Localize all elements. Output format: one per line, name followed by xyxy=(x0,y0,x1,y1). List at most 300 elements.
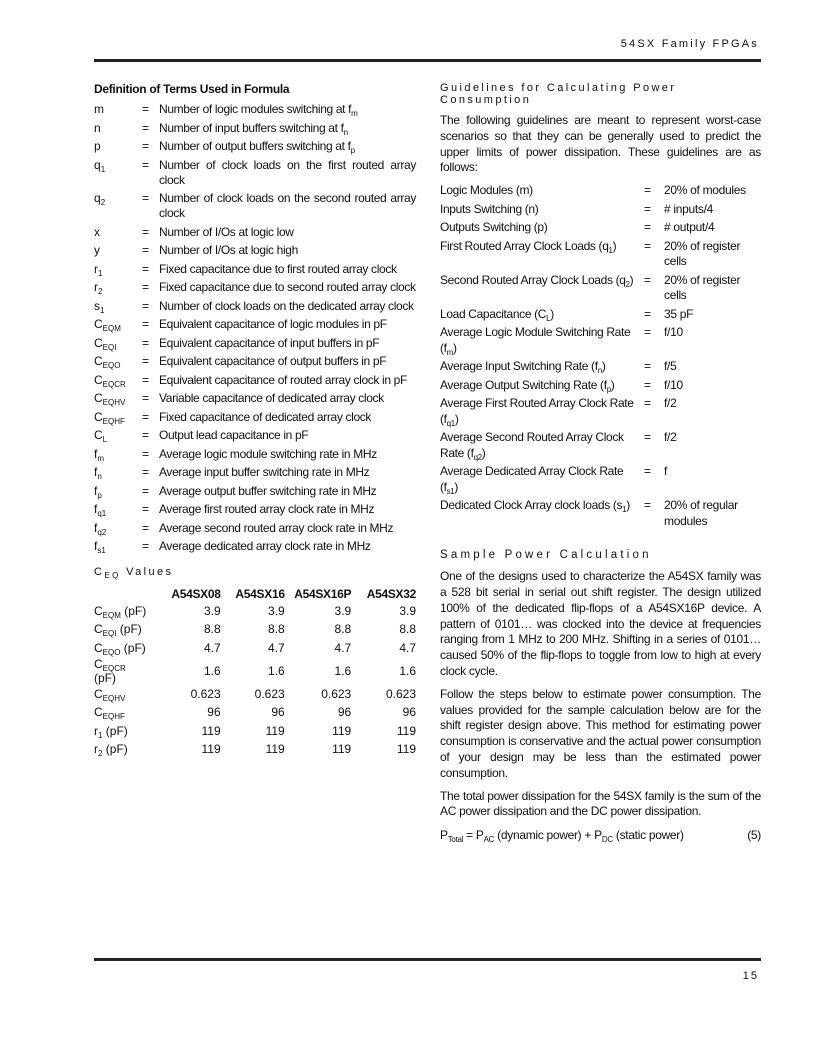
definition-row xyxy=(94,139,416,154)
table-cell: 0.623 xyxy=(385,687,416,702)
equals-sign: = xyxy=(644,325,652,340)
definition-subscript: n xyxy=(343,127,348,137)
guideline-label xyxy=(440,220,644,236)
guideline-label xyxy=(440,273,644,304)
equals-sign: = xyxy=(142,157,150,172)
definition-text xyxy=(159,243,416,258)
definition-row xyxy=(94,243,416,258)
table-cell: 4.7 xyxy=(399,640,416,655)
equals-sign: = xyxy=(142,446,150,461)
definition-row xyxy=(94,317,416,332)
definition-text xyxy=(159,225,416,240)
guideline-label-subscript: 2 xyxy=(625,279,630,289)
term-subscript: 1 xyxy=(98,268,103,278)
guideline-label-text: Average Input Switching Rate (f xyxy=(440,359,598,374)
equals-sign: = xyxy=(644,377,652,392)
row-symbol: r xyxy=(94,723,98,738)
term xyxy=(94,121,142,136)
equals-sign: = xyxy=(142,243,150,257)
table-cell: 1.6 xyxy=(399,663,416,678)
equals-sign: = xyxy=(142,520,150,535)
row-unit: (pF) xyxy=(102,741,128,756)
term-subscript: 1 xyxy=(100,305,105,315)
column-header-blank xyxy=(94,585,148,602)
equals-sign: = xyxy=(142,191,150,205)
guideline-value: 20% of register cells xyxy=(664,272,741,303)
term-symbol: C xyxy=(94,317,103,331)
guideline-label-text: First Routed Array Clock Loads (q xyxy=(440,238,609,253)
definitions-list xyxy=(94,102,416,554)
definition-body: Average input buffer switching rate in MHz xyxy=(159,465,370,479)
guideline-label-text: Average First Routed Array Clock Rate (f xyxy=(440,396,634,426)
guideline-row xyxy=(440,325,761,356)
table-cell: 1.6 xyxy=(203,663,221,678)
definition-row xyxy=(94,447,416,462)
term-symbol: x xyxy=(94,224,100,239)
left-column xyxy=(94,82,416,758)
table-cell: 3.9 xyxy=(399,604,416,619)
term-subscript: EQCR xyxy=(102,379,126,389)
definition-body: Equivalent capacitance of input buffers in pF xyxy=(159,335,380,350)
guideline-value: f/2 xyxy=(664,396,677,411)
definition-body: Number of output buffers switching at f xyxy=(159,139,351,153)
definition-text xyxy=(159,428,416,443)
footer-rule xyxy=(94,958,761,961)
equals-sign: = xyxy=(142,261,150,276)
row-label xyxy=(94,703,148,721)
definition-row xyxy=(94,521,416,536)
definition-row xyxy=(94,102,416,117)
formula-number: (5) xyxy=(747,828,761,843)
definition-body: Variable capacitance of dedicated array clock xyxy=(159,391,384,405)
table-row xyxy=(94,721,416,739)
definition-body: Average second routed array clock rate in MHz xyxy=(159,520,394,535)
guideline-label-text: Dedicated Clock Array clock loads (s xyxy=(440,498,623,513)
guideline-label-text: Average Output Switching Rate (f xyxy=(440,377,607,392)
sample-heading: Sample Power Calculation xyxy=(440,549,652,562)
definition-row xyxy=(94,299,416,314)
term-symbol: f xyxy=(94,539,98,553)
definition-text xyxy=(159,373,416,388)
table-cell: 119 xyxy=(265,741,285,756)
sample-paragraph-1: One of the designs used to characterize the A54SX family was a 528 bit serial in serial out shift register. The design utilized 100% of the dedicated flip-flops of a A54SX16P device. A pattern of 0101… was clocked into the device at frequencies ranging from 1 MHz to 200 MHz. Shifting in a series of 0101… caused 50% of the flip-flops to toggle from low to high at every clock cycle. xyxy=(440,569,761,678)
definition-body: Equivalent capacitance of output buffers in pF xyxy=(159,354,387,368)
definition-subscript: m xyxy=(351,109,358,118)
equals-sign: = xyxy=(142,428,150,442)
guideline-value: # inputs/4 xyxy=(664,201,714,216)
guideline-value: # output/4 xyxy=(664,220,715,235)
term xyxy=(94,428,142,443)
definition-body: Number of input buffers switching at f xyxy=(159,120,344,135)
term xyxy=(94,410,142,425)
row-unit: (pF) xyxy=(94,670,116,685)
definition-body: Average output buffer switching rate in MHz xyxy=(159,483,377,498)
term xyxy=(94,465,142,480)
term-symbol: q xyxy=(94,157,101,172)
guideline-value: 20% of modules xyxy=(664,183,746,198)
power-formula xyxy=(440,827,761,843)
equals-sign: = xyxy=(644,272,652,287)
term xyxy=(94,502,142,517)
table-row xyxy=(94,602,416,620)
row-unit: (pF) xyxy=(116,622,142,637)
definition-body: Equivalent capacitance of routed array clock in pF xyxy=(159,372,407,387)
term-subscript: EQO xyxy=(102,361,121,370)
running-header: 54SX Family FPGAs xyxy=(620,38,759,50)
definition-text xyxy=(159,139,416,154)
row-subscript: EQM xyxy=(102,611,121,621)
term xyxy=(94,243,142,258)
definition-body: Number of logic modules switching at f xyxy=(159,102,352,116)
term-symbol: C xyxy=(94,391,103,405)
definition-text xyxy=(159,465,416,480)
table-cell: 8.8 xyxy=(268,622,285,637)
definition-row xyxy=(94,502,416,517)
term-subscript: 2 xyxy=(100,198,106,207)
sample-paragraph-3: The total power dissipation for the 54SX family is the sum of the AC power dissipation and the DC power dissipation. xyxy=(440,788,761,819)
equals-sign: = xyxy=(644,396,652,411)
formula-expression: $P_{Total} = P_{AC}$ (dynamic power) + $P_{DC}$ (static power) xyxy=(440,828,684,845)
equals-sign: = xyxy=(142,335,150,350)
row-unit: (pF) xyxy=(120,640,146,655)
term-subscript: 1 xyxy=(100,164,106,174)
guideline-row xyxy=(440,220,761,236)
table-cell: 119 xyxy=(332,723,352,738)
guideline-value: 20% of regular modules xyxy=(664,498,738,528)
row-subscript: EQHV xyxy=(102,694,126,704)
table-cell: 96 xyxy=(207,705,221,720)
term-symbol: r xyxy=(94,261,98,276)
guideline-value: 20% of register cells xyxy=(664,238,741,269)
guideline-label-text: Inputs Switching (n) xyxy=(440,201,539,216)
column-header: A54SX16 xyxy=(235,586,285,601)
definition-text xyxy=(159,336,416,351)
term xyxy=(94,354,142,369)
sample-paragraph-2: Follow the steps below to estimate power consumption. The values provided for the sample calculation below are for the shift register design above. This method for estimating power consumption is conservative and the actual power consumption of your design may be less than the estimated power consumption. xyxy=(440,686,761,780)
row-symbol: C xyxy=(94,604,103,619)
equals-sign: = xyxy=(644,183,652,198)
guideline-label-subscript: q2 xyxy=(473,452,482,462)
guideline-label xyxy=(440,307,644,323)
row-symbol: C xyxy=(94,705,103,720)
term xyxy=(94,317,142,332)
guideline-row xyxy=(440,464,761,495)
term xyxy=(94,539,142,554)
row-label xyxy=(94,602,148,620)
equals-sign: = xyxy=(142,354,150,368)
guidelines-intro: The following guidelines are meant to represent worst-case scenarios so that they can be generally used to predict the upper limits of power dissipation. These guidelines are as follows: xyxy=(440,113,761,175)
term-subscript: EQM xyxy=(102,324,121,333)
table-row xyxy=(94,703,416,721)
definition-row xyxy=(94,484,416,499)
definition-text xyxy=(159,191,416,221)
term-symbol: f xyxy=(94,446,98,461)
term xyxy=(94,139,142,154)
table-cell: 1.6 xyxy=(334,663,352,678)
guideline-row xyxy=(440,430,761,461)
header-rule xyxy=(94,59,761,62)
term-symbol: s xyxy=(94,298,100,313)
term xyxy=(94,373,142,388)
guideline-label xyxy=(440,359,644,375)
table-cell: 4.7 xyxy=(268,640,285,655)
guideline-row xyxy=(440,273,761,304)
guideline-label xyxy=(440,325,644,356)
term-symbol: C xyxy=(94,409,103,424)
equals-sign: = xyxy=(644,306,652,321)
guideline-label-tail: ) xyxy=(612,238,617,253)
guideline-label xyxy=(440,239,644,270)
term xyxy=(94,299,142,314)
guideline-label-tail: ) xyxy=(454,479,459,494)
row-symbol: r xyxy=(94,741,98,756)
guideline-row xyxy=(440,307,761,323)
definition-row xyxy=(94,225,416,240)
guideline-label-text: Logic Modules (m) xyxy=(440,183,533,198)
definition-body: Average first routed array clock rate in MHz xyxy=(159,502,375,516)
table-cell: 8.8 xyxy=(203,622,221,637)
term-symbol: f xyxy=(94,483,98,498)
definition-body: Average logic module switching rate in MHz xyxy=(159,446,377,461)
table-cell: 1.6 xyxy=(268,663,285,678)
guideline-label-subscript: 1 xyxy=(608,245,613,255)
definition-row xyxy=(94,121,416,136)
table-cell: 0.623 xyxy=(190,687,221,702)
ceq-values-heading: $C_{EQ}$ Values xyxy=(94,566,174,580)
table-row xyxy=(94,657,416,685)
table-cell: 119 xyxy=(265,723,285,738)
term xyxy=(94,391,142,406)
row-label xyxy=(94,639,148,657)
definition-body: Output lead capacitance in pF xyxy=(159,428,309,442)
guideline-label xyxy=(440,183,644,199)
equals-sign: = xyxy=(142,102,150,116)
definition-text xyxy=(159,354,416,369)
guideline-row xyxy=(440,202,761,218)
guideline-label xyxy=(440,430,644,461)
term xyxy=(94,262,142,277)
term xyxy=(94,280,142,295)
term-symbol: q xyxy=(94,191,101,205)
guideline-row xyxy=(440,359,761,375)
term xyxy=(94,521,142,536)
table-cell: 119 xyxy=(396,723,416,738)
table-row xyxy=(94,685,416,703)
equals-sign: = xyxy=(142,539,150,553)
equals-sign: = xyxy=(142,465,150,479)
definition-body: Number of clock loads on the dedicated array clock xyxy=(159,298,414,313)
definition-row xyxy=(94,391,416,406)
term-symbol: r xyxy=(94,280,98,294)
term-subscript: EQHF xyxy=(102,416,125,426)
ceq-values-table xyxy=(94,585,416,758)
term-subscript: n xyxy=(97,472,102,481)
guideline-label-tail: ) xyxy=(481,445,486,460)
guideline-label-tail: ) xyxy=(452,340,457,355)
definition-text xyxy=(159,539,416,554)
equals-sign: = xyxy=(142,298,150,313)
definition-text xyxy=(159,102,416,117)
term-subscript: s1 xyxy=(97,546,106,555)
table-row xyxy=(94,620,416,638)
definition-body: Fixed capacitance of dedicated array clock xyxy=(159,409,372,424)
table-cell: 3.9 xyxy=(268,604,285,619)
guideline-label-text: Load Capacitance (C xyxy=(440,306,547,321)
definition-row xyxy=(94,428,416,443)
term-symbol: f xyxy=(94,465,98,479)
definition-body: Number of I/Os at logic high xyxy=(159,243,298,257)
guideline-label xyxy=(440,202,644,218)
table-cell: 3.9 xyxy=(334,604,352,619)
term-symbol: f xyxy=(94,502,98,516)
definition-text xyxy=(159,280,416,295)
term-symbol: y xyxy=(94,243,100,257)
term-subscript: q1 xyxy=(97,509,107,518)
term xyxy=(94,336,142,351)
definition-body: Number of clock loads on the first routed array clock xyxy=(159,157,416,187)
table-cell: 96 xyxy=(402,705,416,720)
guideline-label xyxy=(440,498,644,529)
definition-body: Number of I/Os at logic low xyxy=(159,224,294,239)
equals-sign: = xyxy=(142,120,150,135)
row-symbol: C xyxy=(94,640,103,655)
guideline-label-subscript: n xyxy=(597,366,602,376)
definition-text xyxy=(159,391,416,406)
definition-text xyxy=(159,447,416,462)
definition-body: Equivalent capacitance of logic modules in pF xyxy=(159,317,387,331)
table-header-row xyxy=(94,585,416,602)
guideline-label-tail: ) xyxy=(626,498,630,513)
column-header: A54SX32 xyxy=(366,586,416,601)
guideline-label xyxy=(440,396,644,427)
equals-sign: = xyxy=(644,430,652,445)
term-subscript: EQI xyxy=(102,342,117,352)
guideline-label-subscript: s1 xyxy=(446,486,455,496)
equals-sign: = xyxy=(142,391,150,405)
column-header: A54SX08 xyxy=(171,586,221,601)
definition-text xyxy=(159,484,416,499)
term xyxy=(94,158,142,188)
guideline-value: f/2 xyxy=(664,430,677,445)
term-symbol: n xyxy=(94,120,101,135)
row-subscript: EQO xyxy=(102,647,121,657)
row-label xyxy=(94,657,148,685)
term-symbol: f xyxy=(94,520,98,535)
row-label xyxy=(94,685,148,703)
guideline-label-tail: ) xyxy=(550,306,554,321)
guideline-value: 35 pF xyxy=(664,306,694,321)
term-symbol: C xyxy=(94,428,103,442)
guideline-label-subscript: 1 xyxy=(622,505,627,515)
definition-row xyxy=(94,539,416,554)
table-cell: 4.7 xyxy=(334,640,352,655)
guideline-label-subscript: m xyxy=(446,347,453,357)
table-cell: 96 xyxy=(337,705,352,720)
row-label xyxy=(94,620,148,638)
term-subscript: L xyxy=(102,435,108,444)
table-cell: 119 xyxy=(396,741,416,756)
definition-text xyxy=(159,158,416,188)
equals-sign: = xyxy=(142,409,150,424)
guideline-label xyxy=(440,378,644,394)
definitions-heading: Definition of Terms Used in Formula xyxy=(94,82,290,96)
definition-row xyxy=(94,465,416,480)
guideline-label-subscript: p xyxy=(606,384,611,394)
term-subscript: p xyxy=(97,490,102,500)
row-subscript: EQI xyxy=(102,629,117,639)
table-cell: 0.623 xyxy=(321,687,352,702)
definition-text xyxy=(159,299,416,314)
equals-sign: = xyxy=(644,238,652,253)
guideline-label-subscript: L xyxy=(546,313,551,323)
row-subscript: 1 xyxy=(98,730,103,740)
term-symbol: m xyxy=(94,102,104,116)
guideline-label-tail: ) xyxy=(454,411,459,426)
term xyxy=(94,225,142,240)
table-cell: 4.7 xyxy=(203,640,221,655)
guideline-value: f/10 xyxy=(664,377,683,392)
guideline-value: f/10 xyxy=(664,325,683,340)
definition-row xyxy=(94,410,416,425)
row-subscript: EQCR xyxy=(102,663,126,673)
definition-subscript: p xyxy=(350,146,355,155)
definition-row xyxy=(94,280,416,295)
column-header: A54SX16P xyxy=(294,586,352,601)
guideline-label-text: Outputs Switching (p) xyxy=(440,220,548,235)
definition-text xyxy=(159,121,416,136)
guideline-label xyxy=(440,464,644,495)
table-cell: 0.623 xyxy=(254,687,285,702)
page-number: 15 xyxy=(742,970,759,982)
equals-sign: = xyxy=(142,224,150,239)
definition-text xyxy=(159,410,416,425)
definition-body: Fixed capacitance due to second routed array clock xyxy=(159,280,416,294)
definition-body: Fixed capacitance due to first routed array clock xyxy=(159,261,397,276)
row-label xyxy=(94,740,148,758)
table-cell: 8.8 xyxy=(334,622,352,637)
table-cell: 3.9 xyxy=(203,604,221,619)
definition-text xyxy=(159,521,416,536)
term-subscript: m xyxy=(97,453,105,463)
equals-sign: = xyxy=(142,139,150,153)
guideline-label-subscript: q1 xyxy=(446,418,455,428)
term-subscript: EQHV xyxy=(102,398,126,407)
guideline-value: f xyxy=(664,464,668,479)
guideline-label-text: Average Logic Module Switching Rate (f xyxy=(440,325,631,355)
equals-sign: = xyxy=(644,359,652,374)
row-unit: (pF) xyxy=(120,604,147,619)
definition-row xyxy=(94,191,416,221)
guideline-label-tail: ) xyxy=(629,272,634,287)
guideline-label-tail: ) xyxy=(601,359,606,374)
table-row xyxy=(94,740,416,758)
row-unit: (pF) xyxy=(102,723,128,738)
table-row xyxy=(94,639,416,657)
guideline-label-text: Second Routed Array Clock Loads (q xyxy=(440,272,626,287)
term xyxy=(94,102,142,117)
table-cell: 119 xyxy=(201,741,221,756)
guideline-row xyxy=(440,498,761,529)
right-column xyxy=(440,82,761,843)
term xyxy=(94,447,142,462)
guideline-row xyxy=(440,396,761,427)
definition-body: Number of clock loads on the second routed array clock xyxy=(159,191,416,220)
definition-text xyxy=(159,317,416,332)
equals-sign: = xyxy=(644,498,652,513)
guideline-row xyxy=(440,239,761,270)
guideline-label-text: Average Dedicated Array Clock Rate (f xyxy=(440,464,624,494)
guideline-value: f/5 xyxy=(664,359,677,374)
